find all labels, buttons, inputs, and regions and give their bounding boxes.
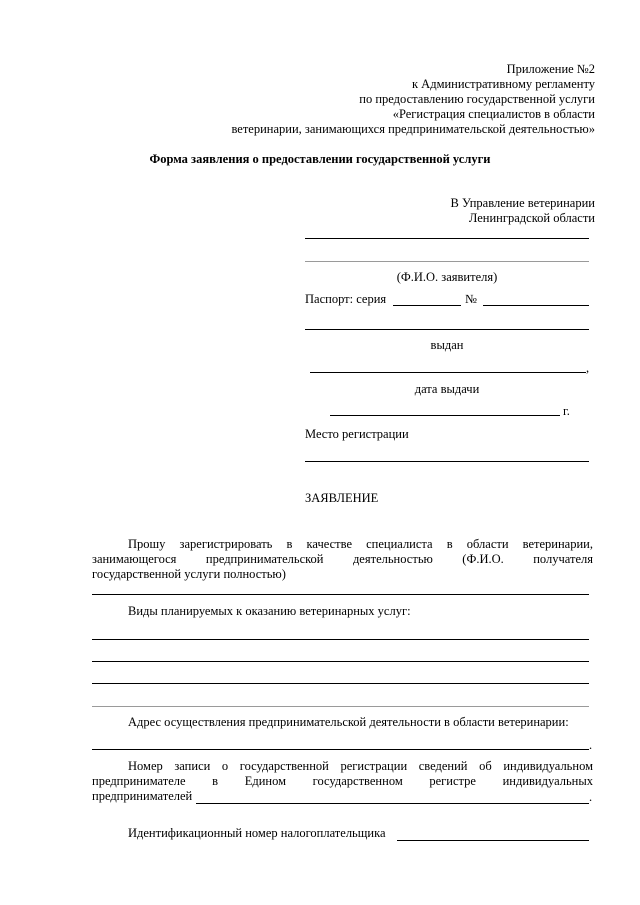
passport-series-label: Паспорт: серия [305,292,387,306]
issued-by-comma: , [586,361,590,375]
services-field-line2[interactable] [92,661,589,662]
recipient-name-field[interactable] [92,594,589,595]
addressee-line2: Ленинградской области [468,211,595,225]
applicant-fio-caption: (Ф.И.О. заявителя) [396,270,498,284]
registration-place-field[interactable] [305,461,589,462]
passport-number-field[interactable] [483,305,589,306]
service-name-line1: «Регистрация специалистов в области [392,107,595,121]
record-line2: предпринимателе в Едином государственном регистре индивидуальных [92,774,593,788]
passport-number-label: № [465,292,477,306]
inn-label: Идентификационный номер налогоплательщика [128,826,386,840]
issue-date-caption: дата выдачи [414,382,480,396]
request-line1: Прошу зарегистрировать в качестве специалиста в области ветеринарии, [128,537,593,551]
service-name-line2: ветеринарии, занимающихся предпринимательской деятельностью» [231,122,595,136]
issue-date-field[interactable] [330,415,560,416]
appendix-number: Приложение №2 [506,62,595,76]
issued-by-field[interactable] [310,372,586,373]
services-field-line1[interactable] [92,639,589,640]
statement-title: ЗАЯВЛЕНИЕ [305,491,379,505]
passport-series-field[interactable] [393,305,461,306]
applicant-name-field-line2[interactable] [305,261,589,262]
applicant-name-field-line1[interactable] [305,238,589,239]
services-label: Виды планируемых к оказанию ветеринарных услуг: [128,604,411,618]
address-label: Адрес осуществления предпринимательской деятельности в области ветеринарии: [128,715,569,729]
record-line1: Номер записи о государственной регистрации сведений об индивидуальном [128,759,593,773]
issued-by-caption: выдан [430,338,464,352]
services-field-line3[interactable] [92,683,589,684]
inn-field[interactable] [397,840,589,841]
form-title: Форма заявления о предоставлении государственной услуги [149,152,491,166]
address-field[interactable] [92,749,589,750]
addressee-line1: В Управление ветеринарии [450,196,595,210]
year-suffix: г. [563,404,570,418]
record-tail: . [589,790,593,804]
record-number-field[interactable] [196,803,589,804]
request-line2: занимающегося предпринимательской деятельностью (Ф.И.О. получателя [92,552,593,566]
service-reference: по предоставлению государственной услуги [359,92,595,106]
regulation-reference: к Административному регламенту [411,77,595,91]
record-line3: предпринимателей [92,789,193,803]
address-tail: . [589,738,593,752]
registration-place-label: Место регистрации [305,427,409,441]
request-line3: государственной услуги полностью) [92,567,286,581]
passport-extra-field[interactable] [305,329,589,330]
services-field-line4[interactable] [92,706,589,707]
